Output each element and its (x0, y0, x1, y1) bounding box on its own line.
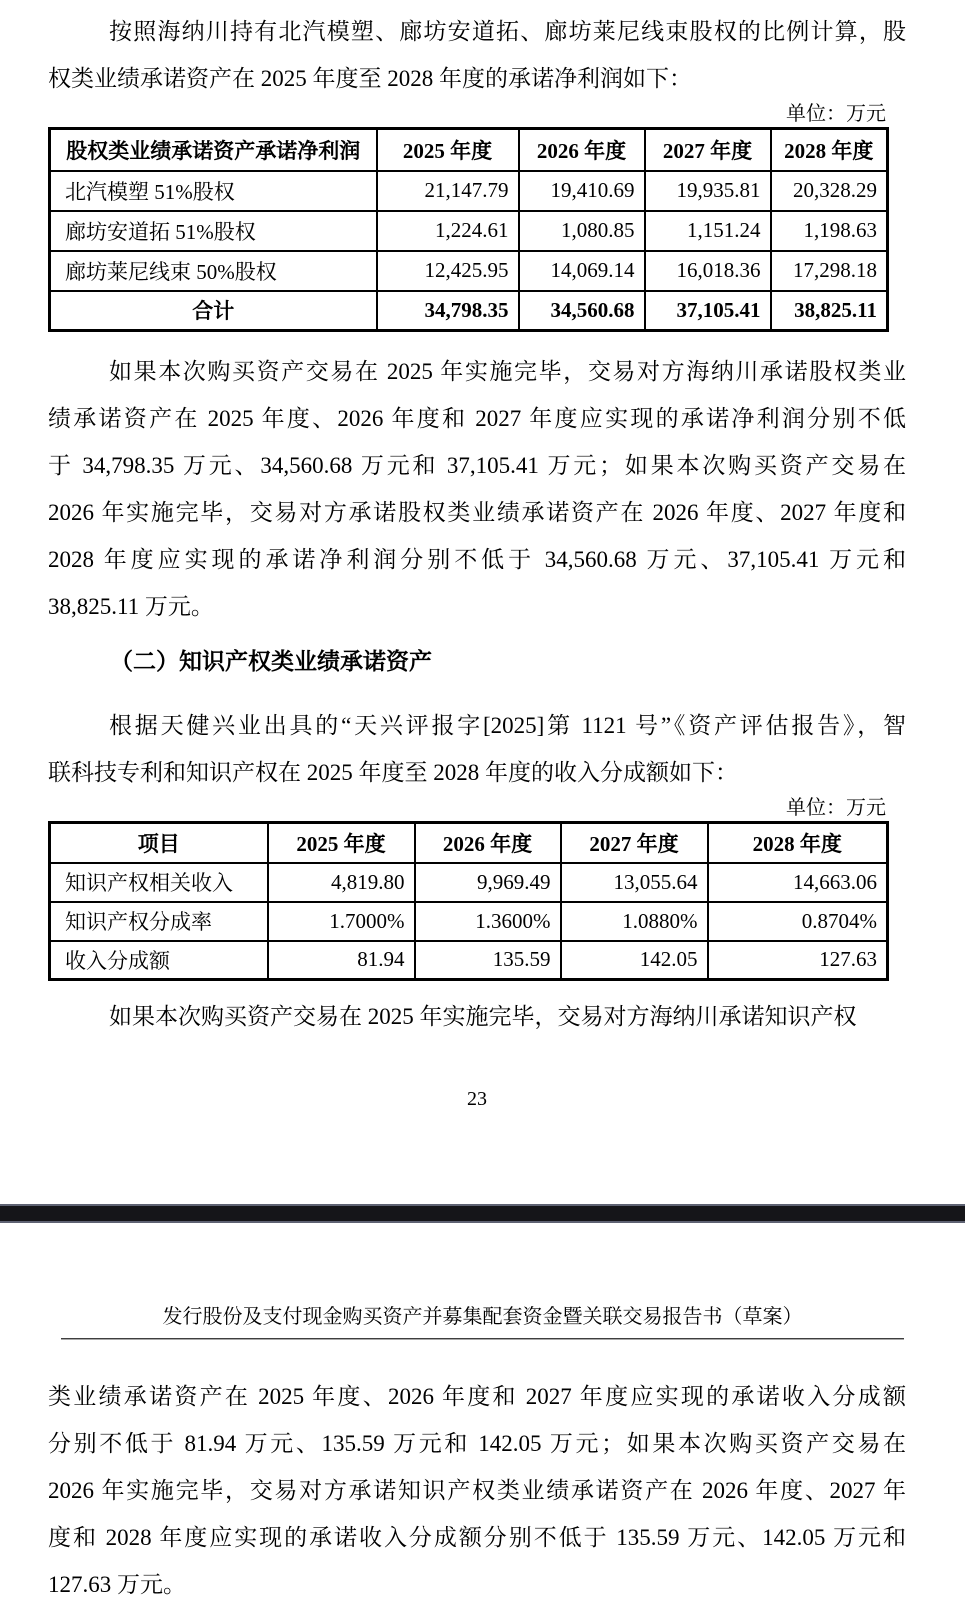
paragraph-ip-intro (48, 702, 906, 796)
paragraph-equity-commitment (48, 348, 906, 630)
value-cell: 21,147.79 (377, 171, 519, 211)
total-value-cell: 37,105.41 (645, 291, 771, 331)
value-cell: 4,819.80 (268, 863, 415, 902)
header-cell: 2027 年度 (645, 129, 771, 171)
unit-label: 单位：万元 (786, 797, 886, 819)
paragraph-line: 分别不低于 81.94 万元、135.59 万元和 142.05 万元；如果本次购买资产交易在 (48, 1431, 906, 1456)
value-cell: 142.05 (561, 941, 708, 980)
paragraph-line: 权类业绩承诺资产在 2025 年度至 2028 年度的承诺净利润如下： (48, 66, 692, 91)
value-cell: 1,151.24 (645, 211, 771, 251)
paragraph-line: 绩承诺资产在 2025 年度、2026 年度和 2027 年度应实现的承诺净利润分别不低 (48, 406, 906, 431)
table-row (50, 863, 888, 902)
total-value-cell: 38,825.11 (771, 291, 888, 331)
row-label-cell: 廊坊安道拓 51%股权 (50, 211, 377, 251)
value-cell: 1.7000% (268, 902, 415, 941)
paragraph-line: 2026 年实施完毕，交易对方承诺知识产权类业绩承诺资产在 2026 年度、2027 年 (48, 1478, 906, 1503)
value-cell: 1,080.85 (519, 211, 645, 251)
paragraph-line: 38,825.11 万元。 (48, 594, 214, 619)
paragraph-line: 类业绩承诺资产在 2025 年度、2026 年度和 2027 年度应实现的承诺收入分成额 (48, 1384, 906, 1409)
header-cell: 股权类业绩承诺资产承诺净利润 (50, 129, 377, 171)
table-row (50, 941, 888, 980)
running-header-rule (61, 1338, 904, 1340)
ip-commitment-table (48, 821, 889, 981)
page-break-bar (0, 1204, 965, 1223)
page-number: 23 (467, 1088, 487, 1110)
paragraph-line: 联科技专利和知识产权在 2025 年度至 2028 年度的收入分成额如下： (48, 760, 738, 785)
value-cell: 9,969.49 (415, 863, 561, 902)
header-cell: 2028 年度 (708, 823, 888, 863)
header-cell: 项目 (50, 823, 268, 863)
value-cell: 14,663.06 (708, 863, 888, 902)
paragraph-line: 根据天健兴业出具的“天兴评报字[2025]第 1121 号”《资产评估报告》，智 (109, 713, 906, 738)
paragraph-line: 2026 年实施完毕，交易对方承诺股权类业绩承诺资产在 2026 年度、2027 年度和 (48, 500, 906, 525)
value-cell: 19,410.69 (519, 171, 645, 211)
table-row (50, 211, 888, 251)
row-label-cell: 北汽模塑 51%股权 (50, 171, 377, 211)
row-label-cell: 廊坊莱尼线束 50%股权 (50, 251, 377, 291)
section-heading-ip-assets: （二）知识产权类业绩承诺资产 (110, 648, 432, 674)
value-cell: 135.59 (415, 941, 561, 980)
value-cell: 17,298.18 (771, 251, 888, 291)
equity-commitment-table (48, 127, 889, 332)
value-cell: 13,055.64 (561, 863, 708, 902)
header-cell: 2027 年度 (561, 823, 708, 863)
row-label-cell: 收入分成额 (50, 941, 268, 980)
value-cell: 20,328.29 (771, 171, 888, 211)
header-cell: 2025 年度 (377, 129, 519, 171)
paragraph-ip-commitment-start (48, 993, 906, 1040)
value-cell: 0.8704% (708, 902, 888, 941)
paragraph-line: 按照海纳川持有北汽模塑、廊坊安道拓、廊坊莱尼线束股权的比例计算，股 (109, 19, 906, 44)
table-header-row (50, 823, 888, 863)
table-header-row (50, 129, 888, 171)
total-value-cell: 34,560.68 (519, 291, 645, 331)
paragraph-ip-commitment-continued (0, 1373, 965, 1608)
unit-label: 单位：万元 (786, 103, 886, 125)
table-row (50, 171, 888, 211)
paragraph-line: 于 34,798.35 万元、34,560.68 万元和 37,105.41 万元；如果本次购买资产交易在 (48, 453, 906, 478)
header-cell: 2025 年度 (268, 823, 415, 863)
value-cell: 1,224.61 (377, 211, 519, 251)
row-label-cell: 知识产权分成率 (50, 902, 268, 941)
row-label-cell: 知识产权相关收入 (50, 863, 268, 902)
paragraph-line: 如果本次购买资产交易在 2025 年实施完毕，交易对方海纳川承诺知识产权 (109, 1004, 857, 1029)
table-row (50, 251, 888, 291)
paragraph-equity-intro (48, 8, 906, 102)
paragraph-line: 如果本次购买资产交易在 2025 年实施完毕，交易对方海纳川承诺股权类业 (109, 359, 906, 384)
total-label-cell: 合计 (50, 291, 377, 331)
value-cell: 12,425.95 (377, 251, 519, 291)
value-cell: 1.3600% (415, 902, 561, 941)
value-cell: 14,069.14 (519, 251, 645, 291)
value-cell: 127.63 (708, 941, 888, 980)
paragraph-line: 127.63 万元。 (48, 1572, 186, 1597)
paragraph-line: 度和 2028 年度应实现的承诺收入分成额分别不低于 135.59 万元、142.05 万元和 (48, 1525, 906, 1550)
value-cell: 81.94 (268, 941, 415, 980)
running-header-title: 发行股份及支付现金购买资产并募集配套资金暨关联交易报告书（草案） (162, 1306, 803, 1328)
paragraph-line: 2028 年度应实现的承诺净利润分别不低于 34,560.68 万元、37,105.41 万元和 (48, 547, 906, 572)
table-row (50, 902, 888, 941)
header-cell: 2026 年度 (415, 823, 561, 863)
value-cell: 1.0880% (561, 902, 708, 941)
value-cell: 16,018.36 (645, 251, 771, 291)
total-value-cell: 34,798.35 (377, 291, 519, 331)
header-cell: 2026 年度 (519, 129, 645, 171)
table-total-row (50, 291, 888, 331)
value-cell: 19,935.81 (645, 171, 771, 211)
header-cell: 2028 年度 (771, 129, 888, 171)
value-cell: 1,198.63 (771, 211, 888, 251)
